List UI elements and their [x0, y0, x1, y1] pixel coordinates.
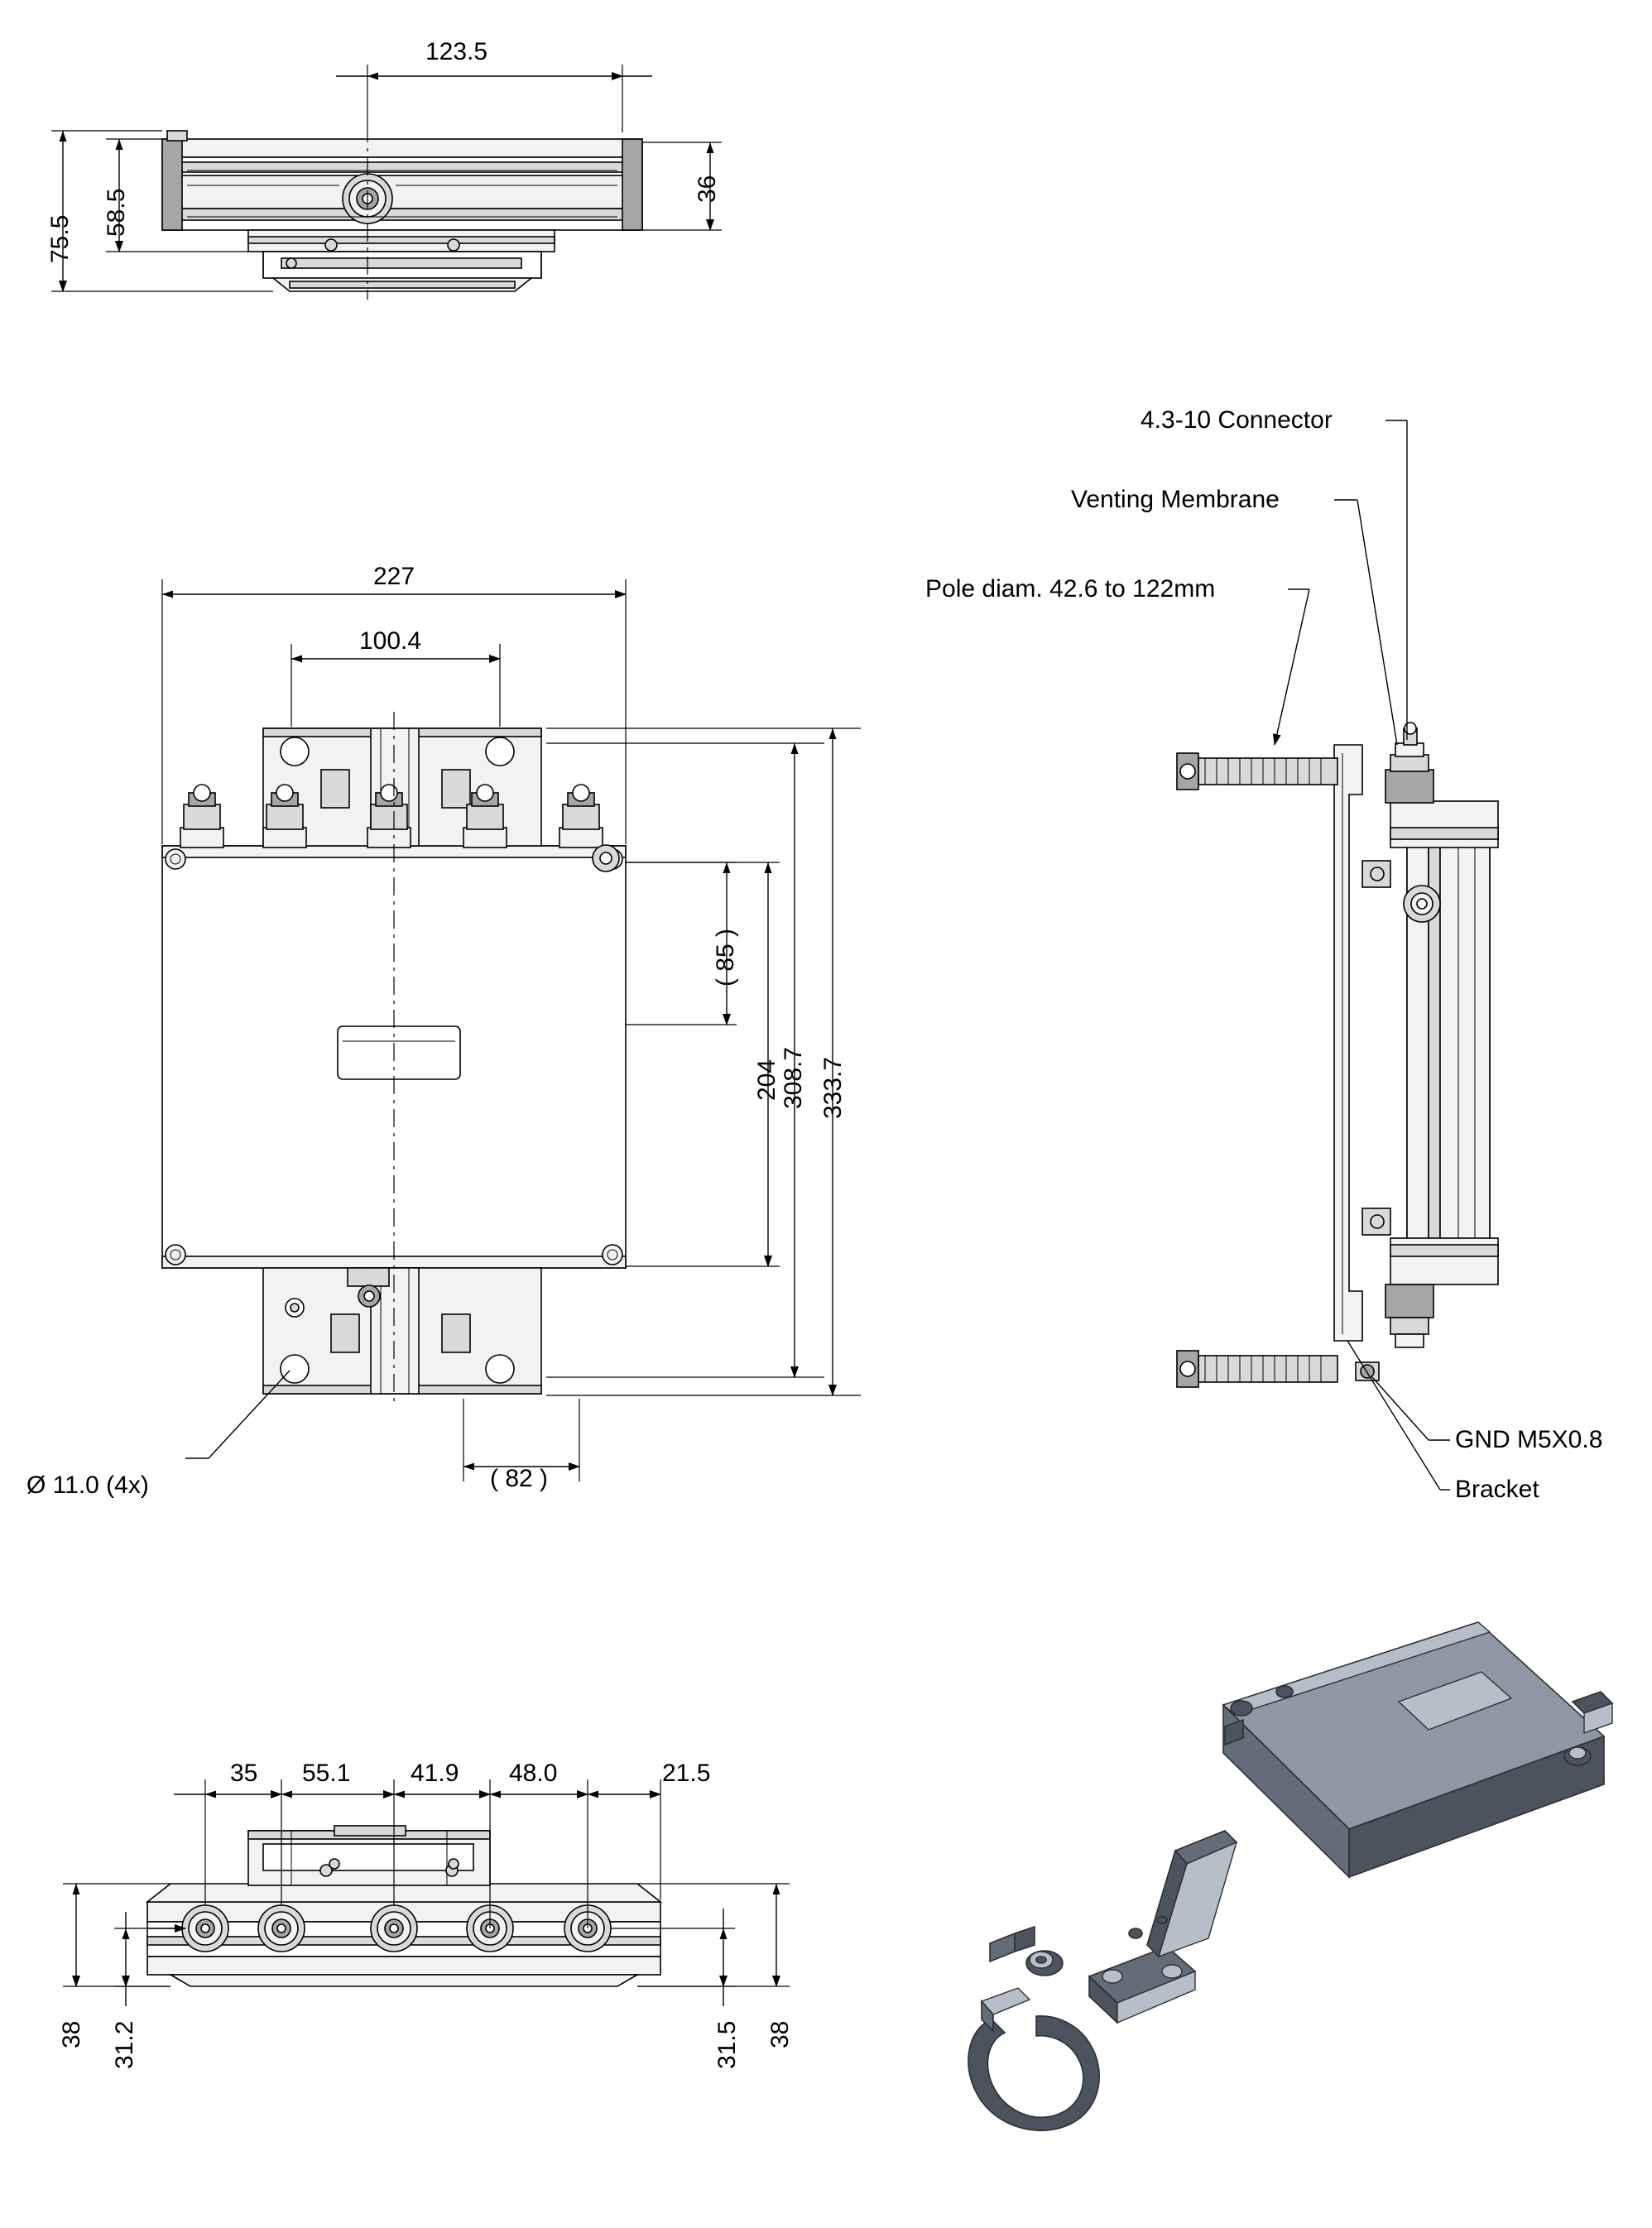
dim-top-36: 36: [694, 175, 721, 203]
dim-front-227: 227: [373, 563, 415, 590]
dim-bottom-38-right: 38: [766, 2020, 794, 2048]
dim-bottom-41-9: 41.9: [411, 1760, 459, 1787]
dim-bottom-31-2: 31.2: [111, 2020, 138, 2069]
dim-bottom-38-left: 38: [58, 2020, 85, 2048]
dim-front-100-4: 100.4: [359, 627, 422, 655]
dim-front-204: 204: [753, 1059, 780, 1101]
callout-ground: GND M5X0.8: [1455, 1426, 1603, 1453]
dim-top-123-5: 123.5: [425, 38, 488, 65]
isometric-view-geometry: [968, 1622, 1612, 2130]
callout-bracket: Bracket: [1455, 1476, 1539, 1503]
dim-bottom-35: 35: [230, 1760, 258, 1787]
dim-bottom-31-5: 31.5: [713, 2020, 741, 2069]
dim-bottom-21-5: 21.5: [662, 1760, 711, 1787]
side-view-geometry: [1177, 723, 1498, 1387]
dim-front-333-7: 333.7: [819, 1056, 847, 1119]
hole-note: Ø 11.0 (4x): [26, 1472, 149, 1499]
dim-top-75-5: 75.5: [46, 214, 74, 263]
front-view-geometry: [162, 712, 626, 1407]
bottom-view-geometry: [147, 1826, 660, 1986]
callout-connector: 4.3-10 Connector: [1141, 406, 1333, 434]
dim-top-58-5: 58.5: [103, 188, 130, 237]
dim-bottom-55-1: 55.1: [302, 1760, 351, 1787]
dim-bottom-48-0: 48.0: [509, 1760, 558, 1787]
top-view-geometry: [162, 124, 642, 300]
dim-front-82: ( 82 ): [490, 1465, 549, 1492]
callout-venting-membrane: Venting Membrane: [1071, 486, 1280, 513]
dim-front-85: ( 85 ): [712, 928, 739, 987]
callout-pole-diameter: Pole diam. 42.6 to 122mm: [925, 575, 1216, 603]
dim-front-308-7: 308.7: [780, 1046, 807, 1109]
